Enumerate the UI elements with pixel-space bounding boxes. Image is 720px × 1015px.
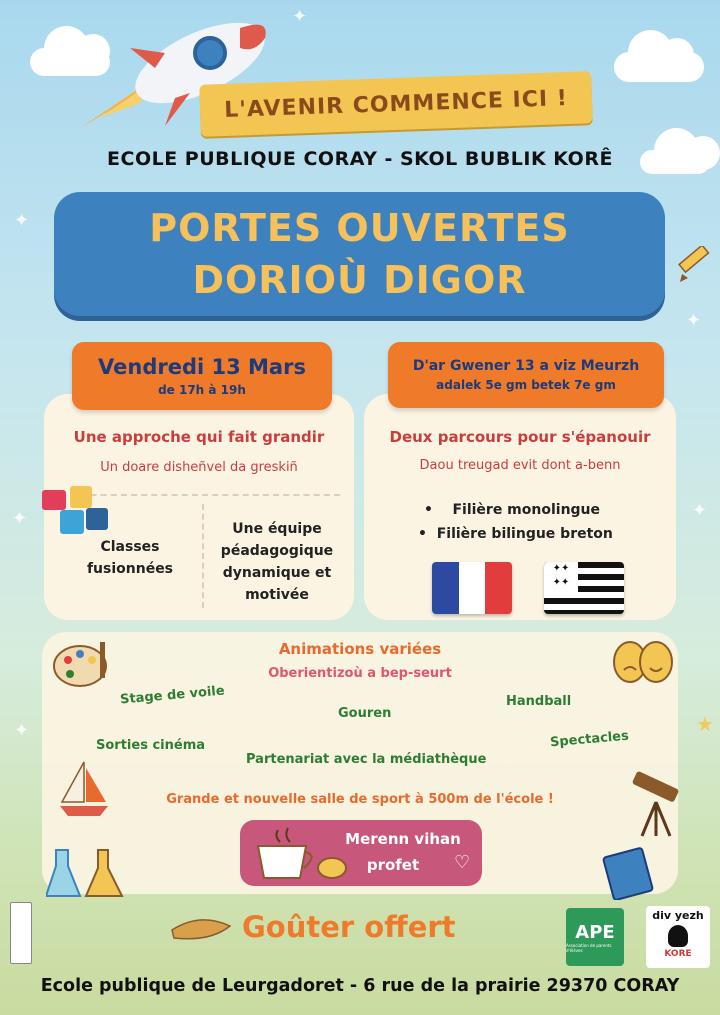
activity-partenariat: Partenariat avec la médiathèque bbox=[246, 752, 487, 767]
right-panel bbox=[364, 394, 676, 620]
activity-stage-voile: Stage de voile bbox=[119, 683, 226, 708]
puzzle-icon bbox=[40, 484, 114, 544]
activities-subtitle: Oberientizoù a bep-seurt bbox=[268, 666, 452, 681]
breton-flag: ✦✦ ✦✦ bbox=[544, 562, 624, 614]
divider bbox=[202, 504, 204, 608]
activity-salle-sport: Grande et nouvelle salle de sport à 500m de l'école ! bbox=[166, 792, 554, 807]
left-heading: Une approche qui fait grandir bbox=[73, 428, 325, 446]
sailboat-icon bbox=[56, 758, 112, 820]
star-icon: ✦ bbox=[12, 508, 28, 529]
telescope-icon bbox=[628, 768, 684, 838]
kore-text: KORE bbox=[664, 949, 692, 959]
left-date-tag bbox=[72, 342, 332, 410]
merenn-line-1: Merenn vihan bbox=[345, 830, 461, 848]
divyezh-logo bbox=[646, 906, 710, 968]
title-line-2: DORIOÙ DIGOR bbox=[192, 258, 527, 302]
left-date: Vendredi 13 Mars bbox=[98, 355, 306, 379]
slogan-text: L'AVENIR COMMENCE ICI ! bbox=[223, 85, 569, 123]
activity-gouren: Gouren bbox=[338, 706, 392, 721]
divyezh-figure-icon bbox=[668, 925, 688, 947]
star-icon: ✦ bbox=[14, 720, 30, 741]
ape-logo bbox=[566, 908, 624, 966]
bullet-2-text: Filière bilingue breton bbox=[436, 526, 613, 542]
star-icon: ✦ bbox=[292, 6, 308, 27]
paint-palette-icon bbox=[52, 640, 110, 690]
right-date: D'ar Gwener 13 a viz Meurzh bbox=[412, 358, 640, 374]
gouter-offert: Goûter offert bbox=[242, 910, 456, 944]
star-icon: ✦ bbox=[692, 500, 708, 521]
pencil-icon bbox=[676, 246, 716, 286]
star-icon: ✦ bbox=[14, 210, 30, 231]
left-time: de 17h à 19h bbox=[158, 383, 246, 397]
theater-masks-icon bbox=[610, 640, 676, 686]
divyezh-text: div yezh bbox=[652, 909, 704, 922]
merenn-line-2: profet bbox=[366, 856, 420, 874]
footer-address: Ecole publique de Leurgadoret - 6 rue de la prairie 29370 CORAY bbox=[40, 976, 680, 996]
classes-fusionnees: Classes fusionnées bbox=[86, 539, 174, 577]
bullet-1-text: Filière monolingue bbox=[452, 502, 601, 518]
merenn-vihan-button bbox=[240, 820, 482, 886]
french-flag bbox=[432, 562, 512, 614]
cloud-decoration bbox=[614, 52, 704, 82]
activities-title: Animations variées bbox=[278, 640, 442, 658]
school-name: ECOLE PUBLIQUE CORAY - SKOL BUBLIK KORÊ bbox=[107, 148, 613, 170]
activity-handball: Handball bbox=[506, 694, 572, 709]
title-box bbox=[54, 192, 665, 316]
activity-sorties: Sorties cinéma bbox=[96, 738, 206, 753]
bullet-1: • Filière monolingue bbox=[424, 502, 601, 518]
title-line-1: PORTES OUVERTES bbox=[149, 206, 570, 250]
ape-logo-text: APE bbox=[575, 921, 615, 943]
crepe-icon bbox=[170, 912, 232, 942]
right-time: adalek 5e gm betek 7e gm bbox=[436, 378, 616, 392]
flask-icon bbox=[46, 846, 130, 902]
bullet-2: • Filière bilingue breton bbox=[418, 526, 613, 542]
right-heading: Deux parcours pour s'épanouir bbox=[389, 428, 651, 446]
side-logos bbox=[10, 902, 32, 964]
star-icon: ★ bbox=[696, 712, 714, 736]
right-subheading: Daou treugad evit dont a-benn bbox=[419, 458, 621, 473]
activity-spectacles: Spectacles bbox=[549, 728, 630, 751]
right-date-tag bbox=[388, 342, 664, 408]
equipe-text: Une équipe péadagogique dynamique et motivée bbox=[220, 521, 334, 603]
ape-logo-subtext: Association de parents d'élèves bbox=[566, 942, 612, 953]
book-icon bbox=[600, 846, 654, 900]
heart-icon: ♡ bbox=[454, 852, 471, 873]
star-icon: ✦ bbox=[686, 310, 702, 331]
left-subheading: Un doare disheñvel da greskiñ bbox=[100, 460, 298, 475]
